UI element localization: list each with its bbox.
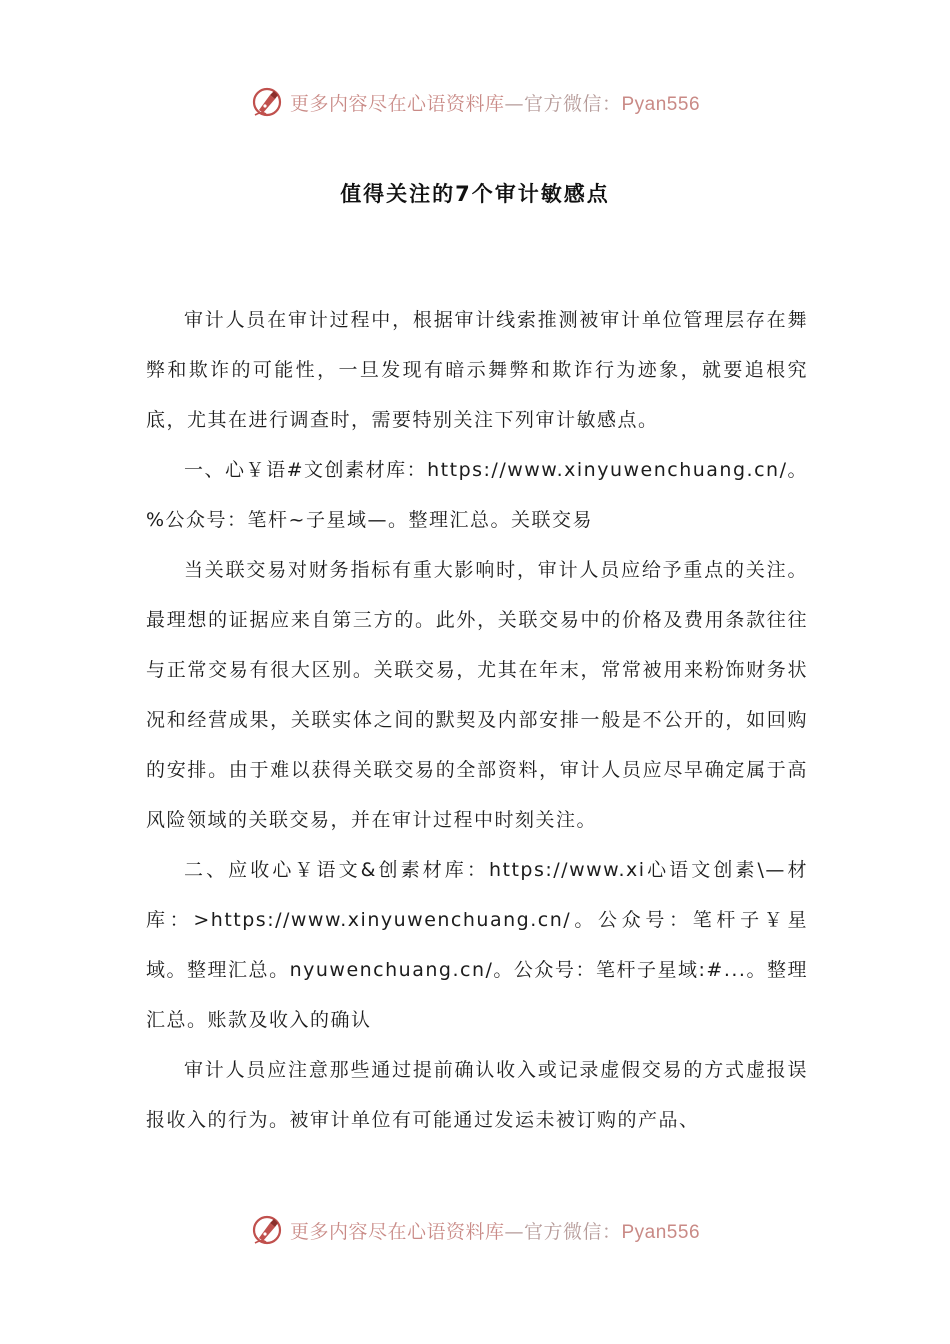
paragraph-section-1-body: 当关联交易对财务指标有重大影响时，审计人员应给予重点的关注。最理想的证据应来自第三方的。此外，关联交易中的价格及费用条款往往与正常交易有很大区别。关联交易，尤其在年末，常常被用来粉饰财务状况和经营成果，关联实体之间的默契及内部安排一般是不公开的，如回购的安排。由于难以获得关联交易的全部资料，审计人员应尽早确定属于高风险领域的关联交易，并在审计过程中时刻关注。 — [146, 559, 808, 831]
paragraph-section-2-heading: 二、应收心￥语文&创素材库：https://www.xi心语文创素\—材库：>https://www.xinyuwenchuang.cn/。公众号：笔杆子￥星域。整理汇总。nyuwenchuang.cn/。公众号：笔杆子星域:#...。整理汇总。账款及收入的确认 — [146, 859, 808, 1031]
document-title: 值得关注的7个审计敏感点 — [340, 182, 610, 206]
watermark-separator: — — [504, 1220, 524, 1243]
footer-watermark — [0, 1210, 950, 1250]
watermark-text — [290, 89, 700, 116]
watermark-wechat-label: 官方微信： — [523, 1220, 622, 1243]
watermark-main: 更多内容尽在心语资料库 — [289, 92, 505, 115]
watermark-text — [290, 1217, 700, 1244]
watermark-main: 更多内容尽在心语资料库 — [289, 1220, 505, 1243]
watermark-wechat-id: Pyan556 — [621, 1221, 701, 1243]
document-body — [146, 295, 808, 1145]
watermark-separator: — — [504, 92, 524, 115]
paragraph-section-2-body: 审计人员应注意那些通过提前确认收入或记录虚假交易的方式虚报误报收入的行为。被审计单位有可能通过发运未被订购的产品、 — [146, 1059, 808, 1131]
pen-nib-seal-icon — [250, 1213, 284, 1247]
watermark-wechat-id: Pyan556 — [621, 93, 701, 115]
paragraph-section-1-heading: 一、心￥语#文创素材库：https://www.xinyuwenchuang.cn/。%公众号：笔杆~子星域—。整理汇总。关联交易 — [146, 459, 808, 531]
watermark-wechat-label: 官方微信： — [523, 92, 622, 115]
header-watermark — [0, 82, 950, 122]
pen-nib-seal-icon — [250, 85, 284, 119]
paragraph-intro: 审计人员在审计过程中，根据审计线索推测被审计单位管理层存在舞弊和欺诈的可能性，一旦发现有暗示舞弊和欺诈行为迹象，就要追根究底，尤其在进行调查时，需要特别关注下列审计敏感点。 — [146, 309, 808, 431]
